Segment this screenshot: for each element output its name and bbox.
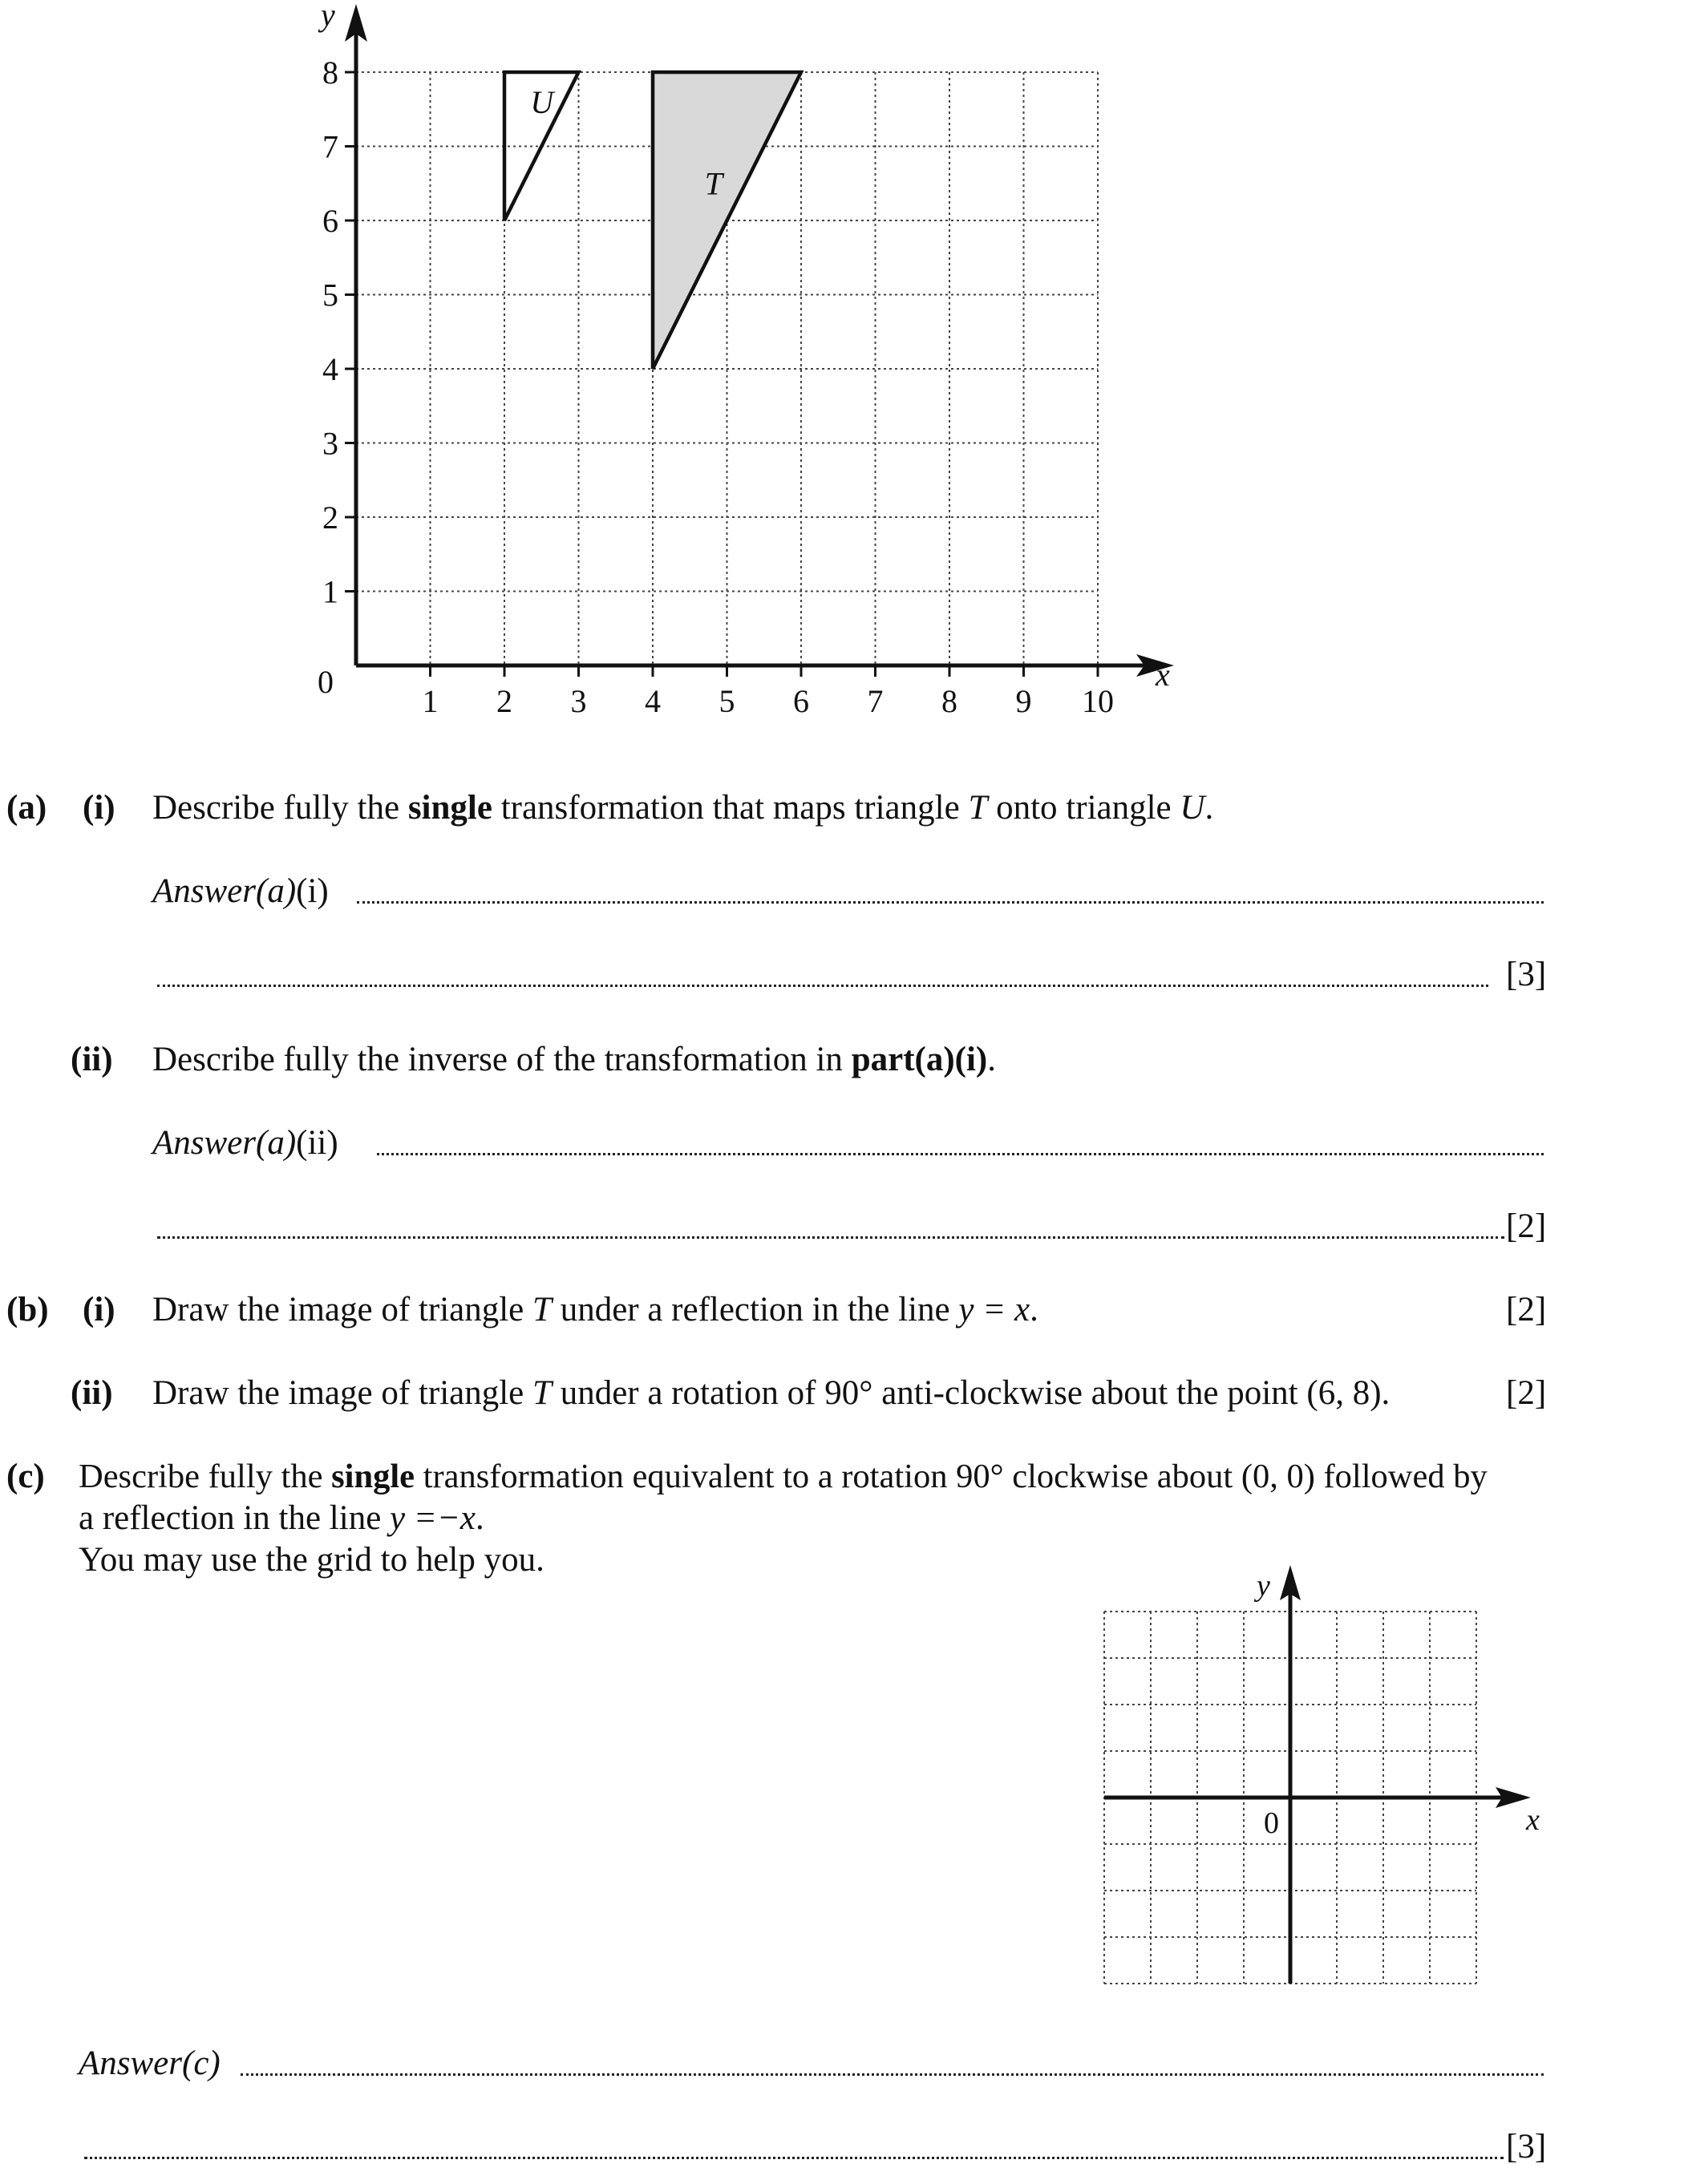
origin-label: 0 [318,664,334,700]
question-text: . [476,1499,484,1537]
x-tick-label: 1 [422,683,439,719]
answer-a-i-label [152,871,329,912]
question-text: Describe fully the [79,1458,332,1495]
coordinate-graph [0,0,1684,738]
small-y-axis-name: y [1257,1569,1270,1603]
question-text: . [987,1041,996,1078]
question-text: Describe fully the [152,789,408,827]
x-axis-name: x [1156,657,1170,693]
answer-label: Answer(a) [152,872,297,910]
x-tick-label: 3 [570,683,587,719]
answer-a-i-line-2[interactable] [157,985,1488,987]
marks-c: [3] [1506,2128,1547,2166]
answer-label: Answer(c) [79,2044,221,2082]
answer-c-line-2[interactable] [84,2157,1504,2159]
y-axis-name: y [321,0,335,33]
marks-a-ii: [2] [1506,1207,1547,1245]
part-c-hint: You may use the grid to help you. [79,1541,544,1579]
question-text: onto triangle [987,789,1180,827]
equation: y = x [958,1291,1030,1329]
answer-label-suffix: (ii) [296,1124,338,1162]
question-text: Draw the image of triangle [152,1291,533,1329]
triangle-name-t: T [968,789,988,827]
answer-c-label [79,2043,221,2085]
y-tick-label: 3 [322,425,338,462]
part-b-label: (b) [6,1291,49,1329]
triangle-name-t: T [532,1291,552,1329]
triangle-name-t: T [532,1374,552,1412]
emphasis-part-ref: part(a)(i) [851,1041,988,1078]
answer-a-i-line-1[interactable] [357,901,1544,904]
emphasis-single: single [407,789,492,827]
question-text: . [1030,1291,1038,1329]
emphasis-single: single [331,1458,415,1495]
part-b-ii-question [152,1373,1390,1414]
part-a-ii-question [152,1039,996,1081]
small-origin-label: 0 [1264,1806,1279,1840]
y-tick-label: 7 [322,128,338,165]
x-tick-label: 8 [941,683,957,719]
part-a-ii-number: (ii) [71,1041,113,1078]
x-tick-label: 6 [793,683,809,719]
y-tick-label: 2 [322,499,338,536]
x-tick-label: 4 [645,683,661,719]
question-text: transformation that maps triangle [492,789,969,827]
question-text: . [1204,789,1214,827]
x-tick-label: 7 [867,683,884,719]
axes [1104,1565,1540,1984]
part-c-question-line-1 [79,1456,1488,1498]
answer-label-suffix: (i) [296,872,329,910]
equation: y =−x [390,1499,476,1537]
y-tick-label: 8 [322,55,338,91]
small-coordinate-grid [1075,1555,1556,1988]
y-tick-label: 6 [322,203,338,239]
marks-a-i: [3] [1506,956,1547,993]
small-x-axis-name: x [1526,1803,1540,1837]
triangle-label-u: U [530,83,554,120]
question-text: transformation equivalent to a rotation 90° clockwise about (0, 0) followed by [415,1458,1488,1495]
answer-a-ii-line-2[interactable] [157,1236,1504,1239]
question-text: Describe fully the inverse of the transformation in [152,1041,852,1078]
part-a-i-number: (i) [83,789,115,827]
part-a-label: (a) [6,789,47,827]
answer-a-ii-label [152,1122,338,1164]
question-text: a reflection in the line [79,1499,391,1537]
answer-c-line-1[interactable] [241,2073,1544,2076]
y-tick-label: 4 [322,351,338,387]
part-a-i-question [152,787,1213,829]
question-text: under a reflection in the line [551,1291,959,1329]
y-tick-label: 5 [322,277,338,313]
part-b-ii-number: (ii) [71,1374,113,1412]
part-c-question-line-2 [79,1498,484,1539]
answer-label: Answer(a) [152,1124,297,1162]
answer-a-ii-line-1[interactable] [377,1153,1544,1155]
x-tick-label: 10 [1082,683,1114,719]
triangle-label-t: T [704,165,723,202]
y-tick-label: 1 [322,573,338,610]
x-tick-label: 5 [719,683,735,719]
question-text: Draw the image of triangle [152,1374,533,1412]
part-b-i-number: (i) [83,1291,115,1329]
x-tick-label: 2 [496,683,512,719]
part-b-i-question [152,1289,1038,1331]
marks-b-ii: [2] [1506,1374,1547,1412]
x-tick-label: 9 [1015,683,1032,719]
part-c-label: (c) [6,1458,45,1495]
question-text: under a rotation of 90° anti-clockwise about the point (6, 8). [551,1374,1391,1412]
triangle-name-u: U [1180,789,1205,827]
marks-b-i: [2] [1506,1291,1547,1329]
